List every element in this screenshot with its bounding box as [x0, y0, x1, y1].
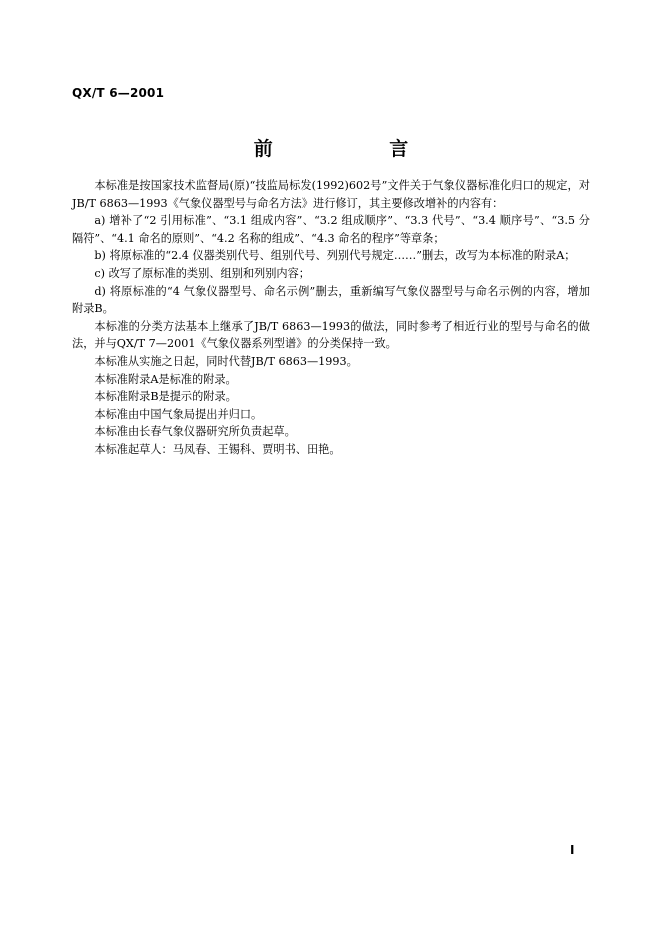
page-title: 前 言 — [253, 138, 464, 160]
paragraph-replacement: 本标准从实施之日起，同时代替JB/T 6863—1993。 — [94, 354, 358, 368]
document-body — [72, 177, 590, 459]
paragraph-classification: 本标准的分类方法基本上继承了JB/T 6863—1993的做法，同时参考了相近行业的型号与命名的做法，并与QX/T 7—2001《气象仪器系列型谱》的分类保持一致。 — [72, 319, 590, 351]
paragraph-appendix-a: 本标准附录A是标准的附录。 — [94, 372, 237, 386]
paragraph-drafting-org: 本标准由长春气象仪器研究所负责起草。 — [94, 425, 296, 439]
paragraph-proposer: 本标准由中国气象局提出并归口。 — [94, 407, 263, 421]
standard-code: QX/T 6—2001 — [72, 86, 165, 100]
list-item-a: a) 增补了“2 引用标准”、“3.1 组成内容”、“3.2 组成顺序”、“3.3 代号”、“3.4 顺序号”、“3.5 分隔符”、“4.1 命名的原则”、“4.2 名称的组成”、“4.3 命名的程序”等章条； — [72, 214, 590, 245]
paragraph-appendix-b: 本标准附录B是提示的附录。 — [94, 390, 237, 404]
list-item-c: c) 改写了原标准的类别、组别和列别内容； — [94, 266, 310, 280]
paragraph-drafters: 本标准起草人：马凤春、王锡科、贾明书、田艳。 — [94, 442, 341, 456]
paragraph-intro: 本标准是按国家技术监督局(原)“技监局标发(1992)602号”文件关于气象仪器标准化归口的规定，对JB/T 6863—1993《气象仪器型号与命名方法》进行修订，其主要修改增补的内容有： — [72, 179, 590, 210]
list-item-b: b) 将原标准的“2.4 仪器类别代号、组别代号、列别代号规定……”删去，改写为本标准的附录A； — [94, 249, 576, 263]
page-number: I — [570, 843, 575, 857]
list-item-d: d) 将原标准的“4 气象仪器型号、命名示例”删去，重新编写气象仪器型号与命名示例的内容，增加附录B。 — [72, 284, 590, 316]
